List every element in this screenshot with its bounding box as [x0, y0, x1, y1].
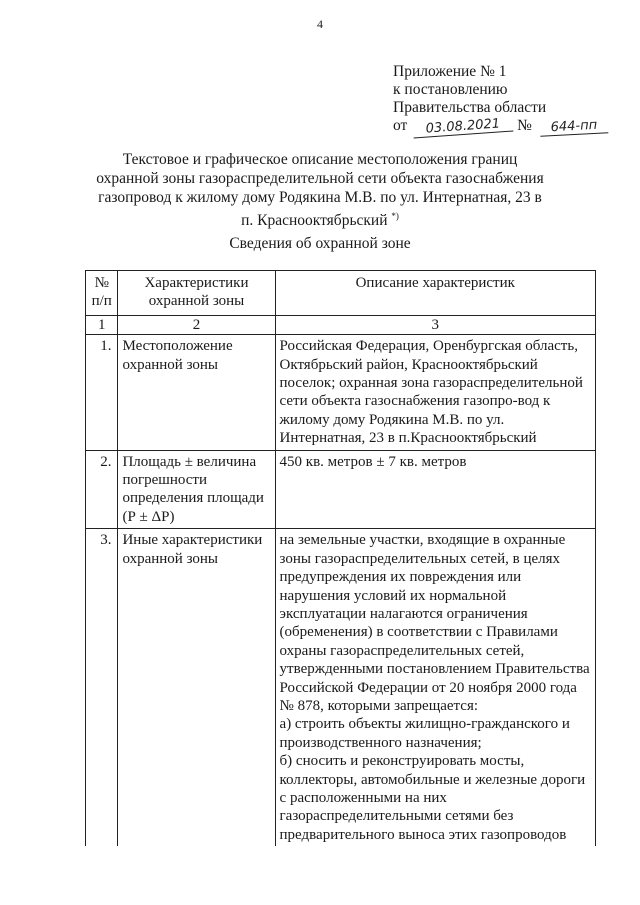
handwritten-number: 644-пп: [539, 118, 608, 137]
header-number: № п/п: [86, 271, 118, 316]
title-line-1: Текстовое и графическое описание местоположения границ: [122, 151, 518, 168]
table-header-row: [86, 271, 596, 316]
header-characteristics: Характеристики охранной зоны: [118, 271, 275, 316]
handwritten-date: 03.08.2021: [413, 117, 514, 139]
column-number: 3: [275, 315, 595, 334]
appendix-line-1: Приложение № 1: [393, 63, 507, 80]
appendix-line-3: Правительства области: [393, 99, 547, 116]
page-number: 4: [317, 17, 323, 31]
appendix-date-line: [393, 117, 608, 135]
row-description: [275, 529, 595, 846]
row-characteristic: Площадь ± величина погрешности определения площади (Р ± ΔР): [118, 450, 275, 529]
restriction-item-b: б) сносить и реконструировать мосты, коллекторы, автомобильные и железные дороги с расположенными на них газораспределительными сетями без предварительного выноса этих газопроводов: [279, 753, 586, 843]
table-row: [86, 335, 596, 450]
row-number: 1.: [86, 335, 118, 450]
row-characteristic: Иные характеристики охранной зоны: [118, 529, 275, 846]
appendix-line-2: к постановлению: [393, 81, 508, 98]
title-line-4: п. Краснооктябрьский *): [241, 211, 399, 230]
title-line-2: охранной зоны газораспределительной сети объекта газоснабжения: [96, 170, 544, 187]
appendix-block: [393, 63, 608, 135]
row-description: 450 кв. метров ± 7 кв. метров: [275, 450, 595, 529]
row-description: Российская Федерация, Оренбургская область, Октябрьский район, Краснооктябрьский поселок; охранная зона газораспределительной сети объекта газоснабжения газопро-вод к жилому дому Родякина М.В. по ул. Интернатная, 23 в п.Краснооктябрьский: [275, 335, 595, 450]
from-label: от: [393, 117, 408, 134]
row-number: 2.: [86, 450, 118, 529]
row-characteristic: Местоположение охранной зоны: [118, 335, 275, 450]
footnote-mark: *): [391, 211, 399, 221]
restriction-item-a: а) строить объекты жилищно-гражданского и производственного назначения;: [279, 716, 570, 751]
table-row: [86, 529, 596, 846]
number-label: №: [517, 117, 532, 134]
section-subtitle: Сведения об охранной зоне: [229, 235, 411, 252]
column-number: 1: [86, 315, 118, 334]
restrictions-text: на земельные участки, входящие в охранные зоны газораспределительных сетей, в целях предупреждения их повреждения или нарушения условий их нормальной эксплуатации налагаются ограничения (обременения) в соответствии с Правилами охраны газораспределительных сетей, утвержденными постановлением Правительства Российской Федерации от 20 ноября 2000 года № 878, которыми запрещается:: [279, 532, 590, 714]
protection-zone-table: [85, 270, 596, 846]
document-title: [80, 150, 560, 230]
table-row: [86, 450, 596, 529]
title-line-3: газопровод к жилому дому Родякина М.В. по ул. Интернатная, 23 в: [98, 189, 542, 206]
column-number: 2: [118, 315, 275, 334]
row-number: 3.: [86, 529, 118, 846]
header-description: Описание характеристик: [275, 271, 595, 316]
column-number-row: [86, 315, 596, 334]
